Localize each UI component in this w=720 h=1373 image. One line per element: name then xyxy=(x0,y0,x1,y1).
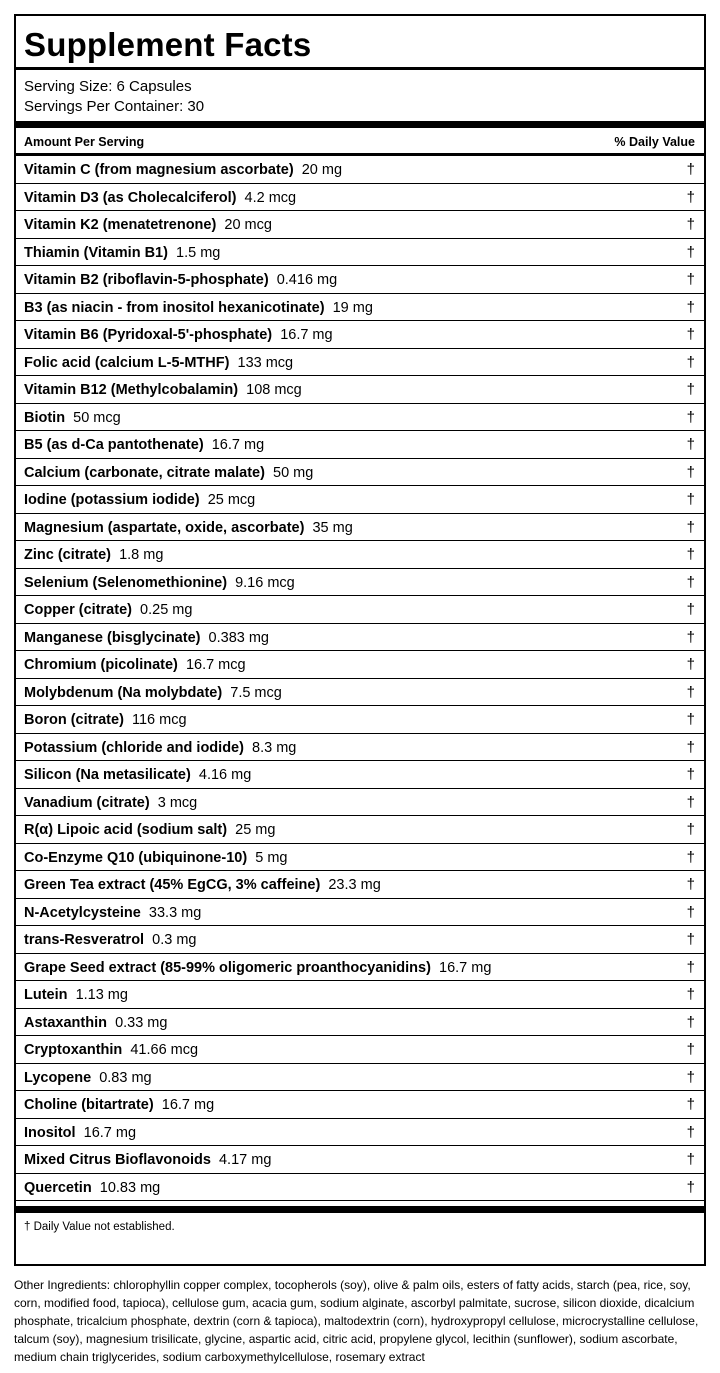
other-ingredients: Other Ingredients: chlorophyllin copper complex, tocopherols (soy), olive & palm oils, esters of fatty acids, starch (pea, rice, soy, corn, modified food, tapioca), cellulose gum, acacia gum, sodium alginate, ascorbyl palmitate, sucrose, silicon dioxide, dicalcium phosphate, tricalcium phosphate, dextrin (corn & tapioca), maltodextrin (corn), hydroxypropyl cellulose, microcrystalline cellulose, talcum (soy), magnesium trisilicate, glycine, aspartic acid, citric acid, propylene glycol, lecithin (sunflower), sodium ascorbate, medium chain triglycerides, sodium carboxymethylcellulose, rosemary extract xyxy=(14,1278,699,1364)
daily-value-dagger: † xyxy=(686,848,695,866)
nutrient-amount: 1.5 mg xyxy=(176,244,221,261)
nutrient-row xyxy=(16,1174,704,1202)
daily-value-dagger: † xyxy=(686,958,695,976)
nutrient-name: Choline (bitartrate) xyxy=(24,1097,154,1113)
nutrient-name: Vitamin D3 (as Cholecalciferol) xyxy=(24,189,237,206)
nutrient-name-amount xyxy=(24,931,196,949)
daily-value-dagger: † xyxy=(686,1013,695,1031)
nutrient-name-amount xyxy=(24,959,491,977)
nutrient-amount: 16.7 mg xyxy=(211,437,265,453)
nutrient-row xyxy=(16,1009,704,1037)
nutrient-amount: 16.7 mg xyxy=(280,327,333,343)
nutrient-row xyxy=(16,541,704,569)
daily-value-dagger: † xyxy=(686,711,695,728)
nutrient-row xyxy=(16,1119,704,1147)
nutrient-name-amount xyxy=(24,271,337,289)
nutrient-amount: 33.3 mg xyxy=(148,904,202,921)
nutrient-amount: 0.33 mg xyxy=(115,1014,168,1031)
nutrient-name: Chromium (picolinate) xyxy=(24,657,178,673)
daily-value-dagger: † xyxy=(686,491,695,508)
nutrient-name-amount xyxy=(24,354,293,372)
nutrient-name-amount xyxy=(24,409,121,427)
nutrient-name: Mixed Citrus Bioflavonoids xyxy=(24,1152,211,1168)
nutrient-amount: 16.7 mg xyxy=(439,959,492,976)
nutrient-name: Potassium (chloride and iodide) xyxy=(24,739,244,756)
nutrient-amount: 20 mg xyxy=(301,162,343,178)
daily-value-dagger: † xyxy=(686,161,695,178)
nutrient-name-amount xyxy=(24,161,342,179)
nutrient-row xyxy=(16,1091,704,1119)
nutrient-name-amount xyxy=(24,244,220,262)
nutrient-amount: 4.16 mg xyxy=(198,767,252,783)
daily-value-dagger: † xyxy=(686,793,695,811)
nutrient-amount: 133 mcg xyxy=(237,354,294,371)
nutrient-row xyxy=(16,816,704,844)
nutrient-name-amount xyxy=(24,986,128,1004)
nutrient-name: Vitamin B2 (riboflavin-5-phosphate) xyxy=(24,272,269,288)
nutrient-name-amount xyxy=(24,299,373,317)
nutrient-name: N-Acetylcysteine xyxy=(24,904,141,921)
nutrient-name: Boron (citrate) xyxy=(24,712,124,728)
nutrient-name-amount xyxy=(24,739,296,757)
nutrient-name: Co-Enzyme Q10 (ubiquinone-10) xyxy=(24,849,248,866)
nutrient-name: Vitamin B12 (Methylcobalamin) xyxy=(24,382,239,398)
nutrient-name-amount xyxy=(24,656,246,674)
nutrient-name-amount xyxy=(24,189,296,207)
nutrient-name: Biotin xyxy=(24,409,66,426)
nutrient-name-amount xyxy=(24,436,264,454)
daily-value-dagger: † xyxy=(686,876,695,893)
nutrient-row xyxy=(16,761,704,789)
nutrient-amount: 41.66 mcg xyxy=(130,1042,199,1058)
nutrient-amount: 108 mcg xyxy=(246,382,302,398)
daily-value-dagger: † xyxy=(686,1123,695,1141)
nutrient-row xyxy=(16,954,704,982)
servings-per-container: Servings Per Container: 30 xyxy=(24,98,205,115)
nutrient-row xyxy=(16,431,704,459)
daily-value-header: % Daily Value xyxy=(614,135,695,149)
nutrient-row xyxy=(16,184,704,212)
daily-value-dagger: † xyxy=(686,408,695,426)
nutrient-row xyxy=(16,844,704,872)
nutrient-amount: 16.7 mg xyxy=(161,1097,215,1113)
nutrient-name: Green Tea extract (45% EgCG, 3% caffeine) xyxy=(24,877,321,893)
nutrient-name-amount xyxy=(24,1179,160,1197)
thick-divider-top xyxy=(16,121,704,128)
nutrient-amount: 116 mcg xyxy=(131,712,187,728)
nutrient-row xyxy=(16,321,704,349)
supplement-facts-panel xyxy=(14,14,706,1266)
label-title: Supplement Facts xyxy=(24,26,312,63)
nutrient-row xyxy=(16,349,704,377)
nutrient-amount: 9.16 mcg xyxy=(235,574,295,591)
nutrient-row xyxy=(16,734,704,762)
nutrient-name: Vanadium (citrate) xyxy=(24,794,150,811)
daily-value-dagger: † xyxy=(686,436,695,453)
nutrient-amount: 10.83 mg xyxy=(99,1179,161,1196)
daily-value-dagger: † xyxy=(686,656,695,673)
nutrient-amount: 8.3 mg xyxy=(252,739,297,756)
nutrient-name: Zinc (citrate) xyxy=(24,547,112,563)
nutrient-row xyxy=(16,376,704,404)
nutrient-name-amount xyxy=(24,766,251,784)
nutrient-amount: 16.7 mg xyxy=(83,1124,137,1141)
nutrient-name-amount xyxy=(24,821,275,839)
nutrient-row xyxy=(16,294,704,322)
nutrient-name-amount xyxy=(24,794,197,812)
daily-value-dagger: † xyxy=(686,216,695,233)
daily-value-dagger: † xyxy=(686,986,695,1003)
nutrient-row xyxy=(16,486,704,514)
nutrient-name-amount xyxy=(24,1096,214,1114)
daily-value-dagger: † xyxy=(686,188,695,206)
nutrient-amount: 25 mcg xyxy=(207,492,256,508)
daily-value-dagger: † xyxy=(686,1178,695,1196)
nutrient-name: Vitamin B6 (Pyridoxal-5'-phosphate) xyxy=(24,327,273,343)
daily-value-dagger: † xyxy=(686,573,695,591)
title-divider xyxy=(16,67,704,70)
nutrient-name-amount xyxy=(24,326,333,344)
nutrient-amount: 0.25 mg xyxy=(140,602,193,618)
nutrient-row xyxy=(16,981,704,1009)
nutrient-row xyxy=(16,596,704,624)
nutrient-name-amount xyxy=(24,381,302,399)
nutrient-amount: 0.383 mg xyxy=(208,629,269,646)
nutrient-name: Astaxanthin xyxy=(24,1014,107,1031)
nutrient-row xyxy=(16,789,704,817)
nutrient-row xyxy=(16,871,704,899)
daily-value-dagger: † xyxy=(686,628,695,646)
daily-value-dagger: † xyxy=(686,243,695,261)
nutrient-name: Lutein xyxy=(24,987,68,1003)
nutrient-name-amount xyxy=(24,849,287,867)
nutrient-amount: 16.7 mcg xyxy=(185,657,246,673)
nutrient-amount: 50 mcg xyxy=(73,409,121,426)
nutrient-amount: 4.17 mg xyxy=(218,1152,272,1168)
nutrient-name: Inositol xyxy=(24,1124,76,1141)
nutrient-name-amount xyxy=(24,1151,271,1169)
nutrient-row xyxy=(16,651,704,679)
nutrient-name: Manganese (bisglycinate) xyxy=(24,629,201,646)
nutrient-row xyxy=(16,211,704,239)
nutrient-name: Quercetin xyxy=(24,1179,92,1196)
daily-value-dagger: † xyxy=(686,353,695,371)
daily-value-dagger: † xyxy=(686,546,695,563)
nutrient-amount: 23.3 mg xyxy=(328,877,381,893)
thick-divider-bottom xyxy=(16,1206,704,1213)
daily-value-dagger: † xyxy=(686,738,695,756)
nutrient-amount: 4.2 mcg xyxy=(244,189,297,206)
nutrient-row xyxy=(16,514,704,542)
footnote: † Daily Value not established. xyxy=(24,1221,175,1233)
nutrient-name: Selenium (Selenomethionine) xyxy=(24,574,228,591)
nutrient-name: Magnesium (aspartate, oxide, ascorbate) xyxy=(24,519,305,536)
daily-value-dagger: † xyxy=(686,683,695,701)
nutrient-name-amount xyxy=(24,519,353,537)
nutrient-amount: 1.13 mg xyxy=(75,987,128,1003)
nutrient-name-amount xyxy=(24,711,187,729)
nutrient-name-amount xyxy=(24,574,295,592)
nutrient-row xyxy=(16,459,704,487)
nutrient-name: Iodine (potassium iodide) xyxy=(24,492,200,508)
nutrient-name: Copper (citrate) xyxy=(24,602,132,618)
daily-value-dagger: † xyxy=(686,1151,695,1168)
nutrient-name-amount xyxy=(24,464,313,482)
nutrient-name: Molybdenum (Na molybdate) xyxy=(24,684,223,701)
nutrient-row xyxy=(16,679,704,707)
nutrient-name-amount xyxy=(24,1124,136,1142)
nutrient-name: Vitamin C (from magnesium ascorbate) xyxy=(24,162,294,178)
daily-value-dagger: † xyxy=(686,821,695,838)
nutrient-name: B5 (as d-Ca pantothenate) xyxy=(24,437,204,453)
nutrient-row xyxy=(16,156,704,184)
nutrient-name: Cryptoxanthin xyxy=(24,1042,123,1058)
serving-size: Serving Size: 6 Capsules xyxy=(24,78,192,95)
nutrient-name-amount xyxy=(24,546,163,564)
nutrient-name-amount xyxy=(24,876,381,894)
daily-value-dagger: † xyxy=(686,326,695,343)
daily-value-dagger: † xyxy=(686,903,695,921)
daily-value-dagger: † xyxy=(686,463,695,481)
daily-value-dagger: † xyxy=(686,1041,695,1058)
amount-per-serving-header: Amount Per Serving xyxy=(24,135,145,149)
daily-value-dagger: † xyxy=(686,1068,695,1086)
daily-value-dagger: † xyxy=(686,271,695,288)
nutrient-row xyxy=(16,926,704,954)
daily-value-dagger: † xyxy=(686,1096,695,1113)
nutrient-name: Thiamin (Vitamin B1) xyxy=(24,244,168,261)
nutrient-name: Folic acid (calcium L-5-MTHF) xyxy=(24,354,230,371)
nutrient-amount: 0.416 mg xyxy=(276,272,338,288)
nutrient-name-amount xyxy=(24,904,201,922)
daily-value-dagger: † xyxy=(686,518,695,536)
nutrient-name-amount xyxy=(24,601,192,619)
nutrient-row xyxy=(16,1036,704,1064)
daily-value-dagger: † xyxy=(686,601,695,618)
nutrient-name: Calcium (carbonate, citrate malate) xyxy=(24,464,265,481)
nutrient-name: Vitamin K2 (menatetrenone) xyxy=(24,217,217,233)
nutrient-amount: 0.83 mg xyxy=(99,1069,152,1086)
nutrient-row xyxy=(16,404,704,432)
nutrient-amount: 35 mg xyxy=(312,519,353,536)
daily-value-dagger: † xyxy=(686,298,695,316)
nutrient-row xyxy=(16,899,704,927)
nutrient-row xyxy=(16,569,704,597)
nutrient-amount: 3 mcg xyxy=(157,794,198,811)
nutrient-name-amount xyxy=(24,684,282,702)
nutrient-name: Grape Seed extract (85-99% oligomeric proanthocyanidins) xyxy=(24,959,431,976)
nutrient-amount: 25 mg xyxy=(235,822,276,838)
nutrient-row xyxy=(16,239,704,267)
nutrient-name-amount xyxy=(24,491,255,509)
nutrient-amount: 7.5 mcg xyxy=(230,684,282,701)
nutrient-row xyxy=(16,706,704,734)
nutrient-name-amount xyxy=(24,1041,198,1059)
daily-value-dagger: † xyxy=(686,766,695,783)
daily-value-dagger: † xyxy=(686,931,695,948)
nutrient-name: Silicon (Na metasilicate) xyxy=(24,767,191,783)
nutrient-name: B3 (as niacin - from inositol hexanicotinate) xyxy=(24,299,325,316)
daily-value-dagger: † xyxy=(686,381,695,398)
nutrient-name: R(α) Lipoic acid (sodium salt) xyxy=(24,822,228,838)
nutrient-amount: 50 mg xyxy=(273,464,314,481)
nutrient-row xyxy=(16,1064,704,1092)
nutrient-name-amount xyxy=(24,1014,167,1032)
nutrient-amount: 1.8 mg xyxy=(119,547,164,563)
nutrient-list xyxy=(16,156,704,1201)
nutrient-amount: 20 mcg xyxy=(224,217,272,233)
nutrient-name-amount xyxy=(24,216,272,234)
nutrient-amount: 19 mg xyxy=(332,299,373,316)
nutrient-amount: 0.3 mg xyxy=(152,932,197,948)
nutrient-row xyxy=(16,1146,704,1174)
nutrient-row xyxy=(16,266,704,294)
nutrient-name-amount xyxy=(24,629,269,647)
nutrient-name: Lycopene xyxy=(24,1069,92,1086)
nutrient-name-amount xyxy=(24,1069,152,1087)
nutrient-name: trans-Resveratrol xyxy=(24,932,145,948)
nutrient-amount: 5 mg xyxy=(255,849,288,866)
nutrient-row xyxy=(16,624,704,652)
